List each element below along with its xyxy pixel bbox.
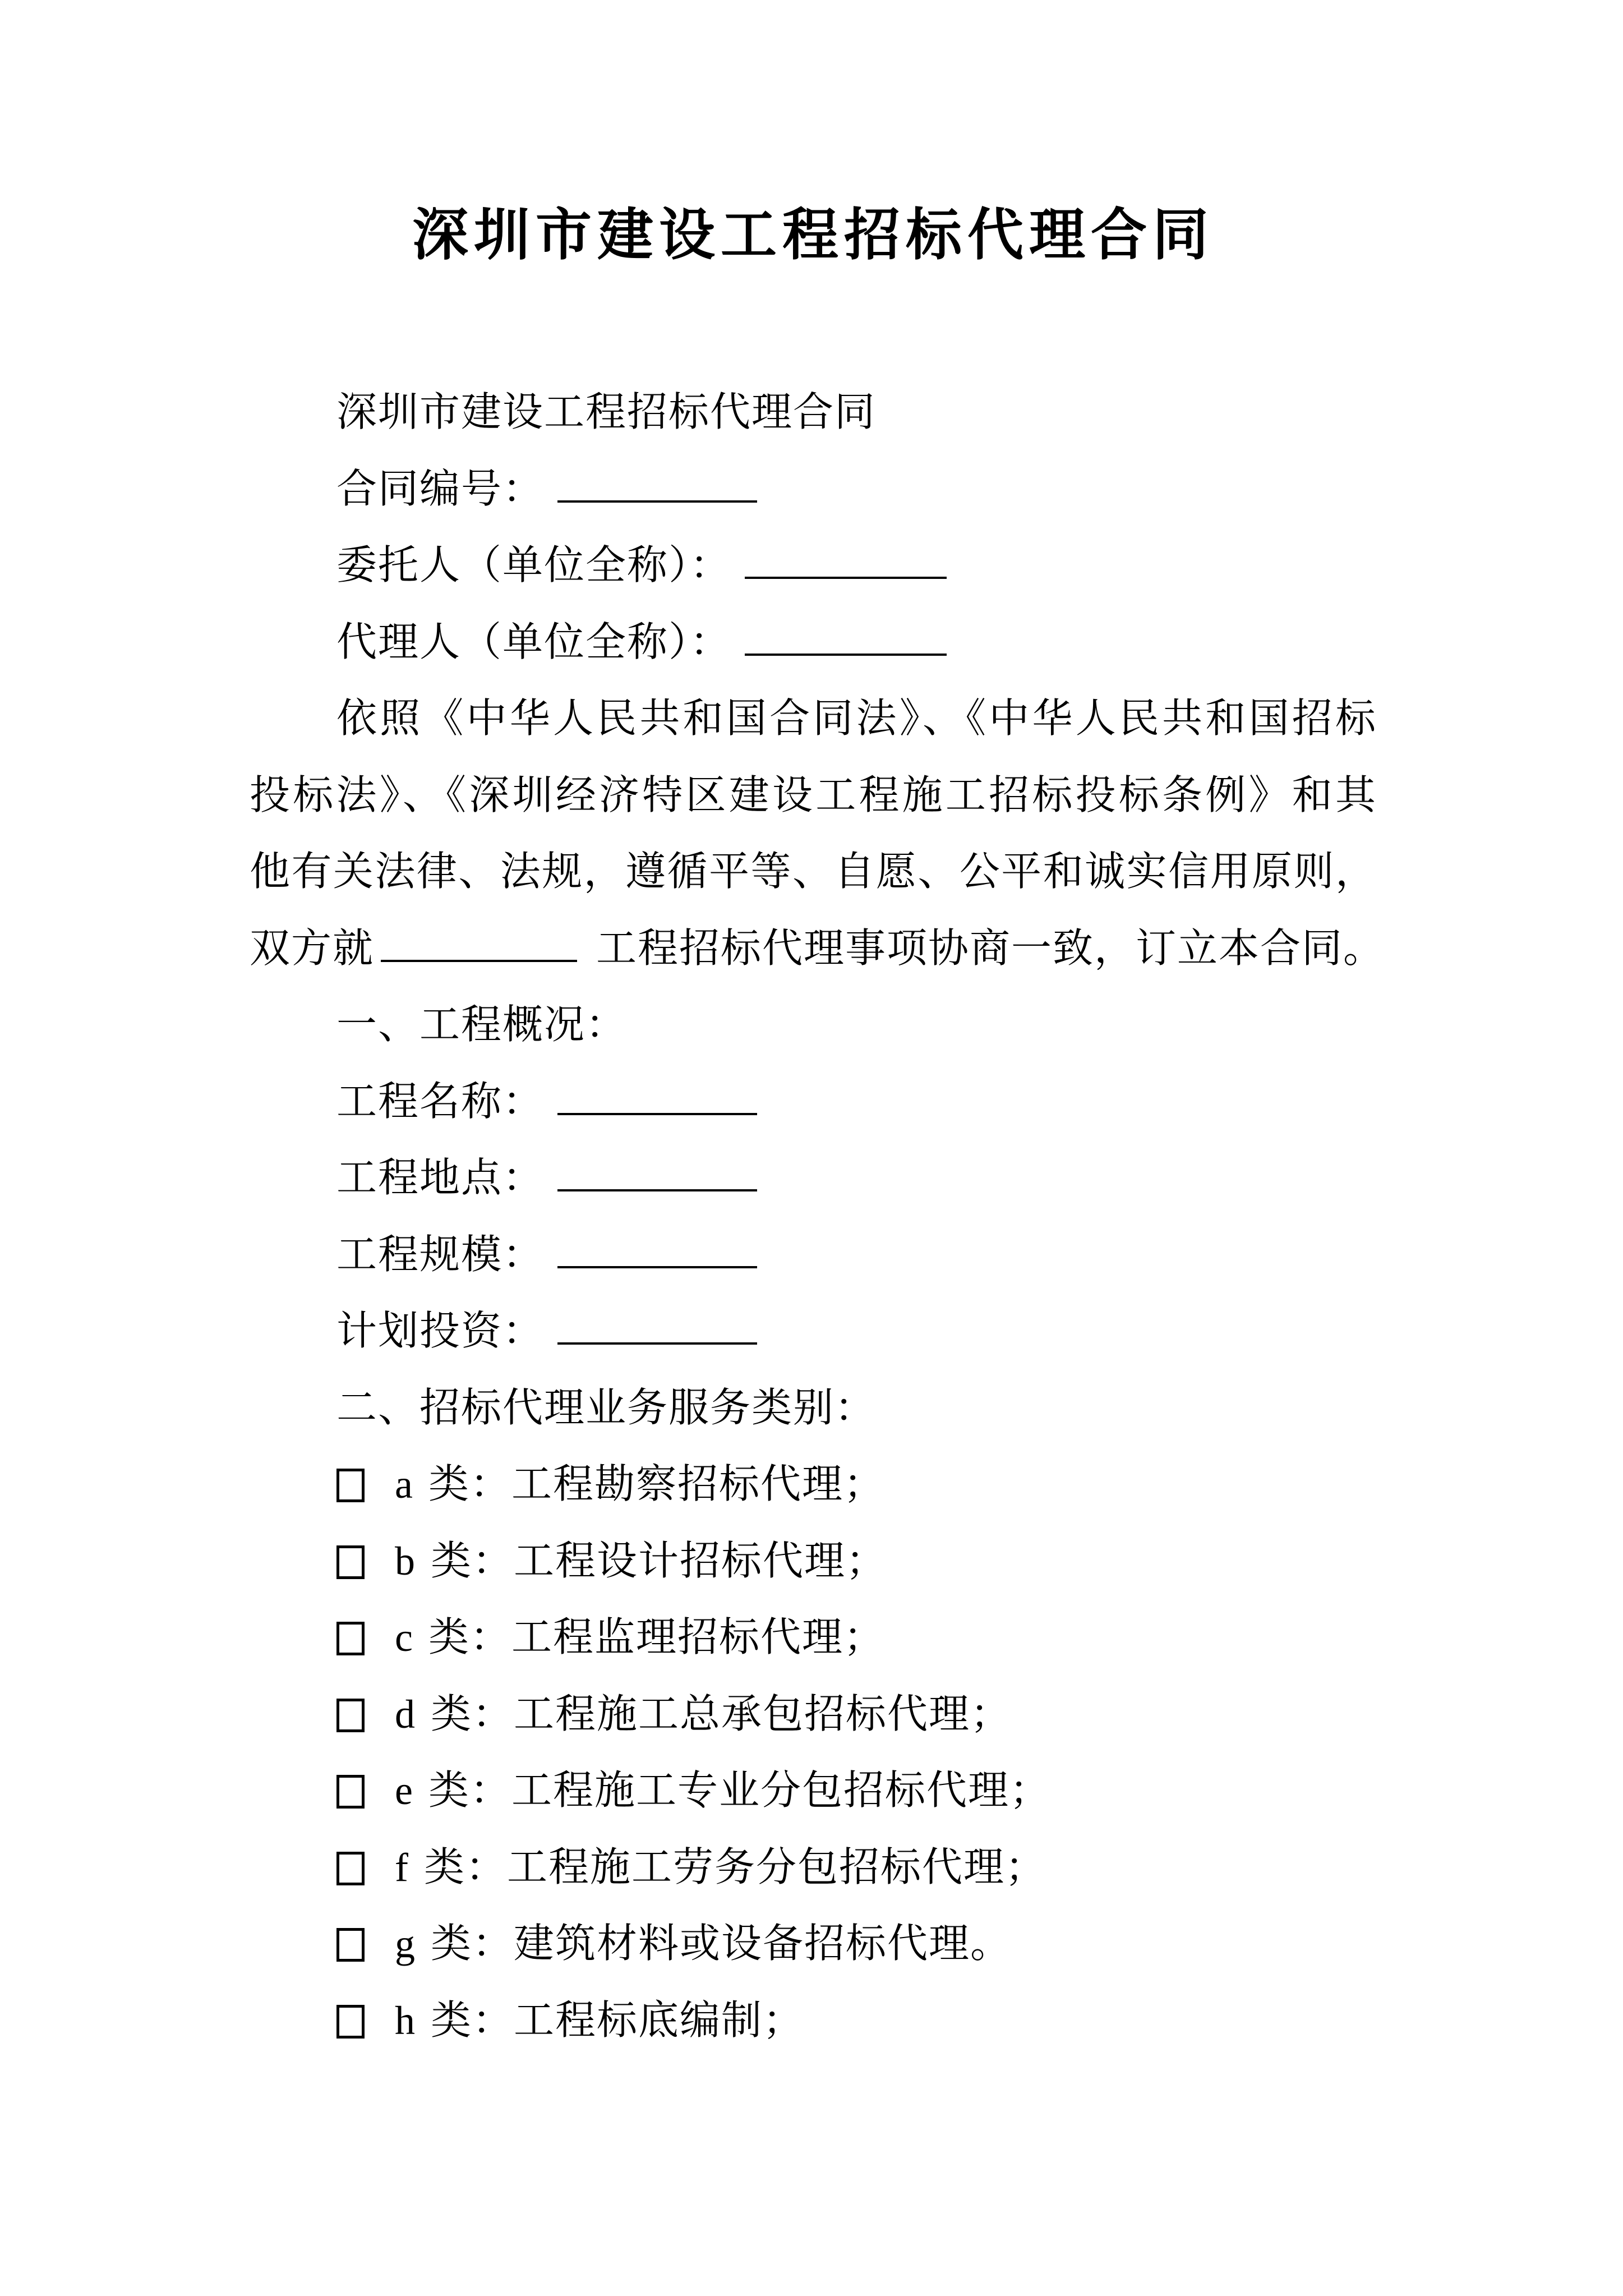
category-label: 类：工程勘察招标代理；: [428, 1462, 885, 1507]
category-label: 类：工程施工劳务分包招标代理；: [423, 1844, 1046, 1890]
field-label: 工程规模：: [336, 1232, 545, 1277]
category-label: 类：工程设计招标代理；: [431, 1538, 888, 1584]
doc-line-21-checkbox: [250, 1906, 1377, 1982]
checkbox-icon: [336, 1699, 365, 1732]
doc-line-7-justify: 他有关法律、法规，遵循平等、自愿、公平和诚实信用原则，: [250, 849, 1377, 894]
category-label: 类：工程施工专业分包招标代理；: [428, 1768, 1051, 1813]
category-letter: e: [395, 1768, 414, 1813]
doc-line-4-field: [250, 604, 1377, 681]
document-body: [250, 374, 1385, 2059]
doc-line-15-checkbox: [250, 1446, 1377, 1523]
category-label: 类：工程施工总承包招标代理；: [431, 1691, 1012, 1737]
doc-line-5-justify: 依照《中华人民共和国合同法》、《中华人民共和国招标: [336, 696, 1377, 741]
doc-line-18-checkbox: [250, 1676, 1377, 1753]
fill-text-before: 双方就: [250, 926, 375, 971]
doc-line-2-field: [250, 451, 1377, 528]
category-letter: a: [395, 1462, 414, 1507]
doc-line-13-field: [250, 1293, 1377, 1370]
fill-in-blank-line: [557, 1236, 757, 1268]
doc-line-19-checkbox: [250, 1752, 1377, 1829]
field-label: 工程地点：: [336, 1156, 545, 1200]
category-letter: b: [395, 1538, 416, 1584]
fill-text-after: 工程招标代理事项协商一致，订立本合同。: [596, 926, 1385, 971]
category-label: 类：工程监理招标代理；: [428, 1615, 885, 1660]
category-label: 类：工程标底编制；: [431, 1998, 805, 2043]
doc-line-12-field: [250, 1217, 1377, 1294]
checkbox-icon: [336, 1852, 365, 1885]
field-label: 合同编号：: [336, 466, 545, 512]
category-letter: d: [395, 1691, 416, 1737]
checkbox-icon: [336, 1775, 365, 1809]
fill-in-blank-line: [557, 470, 757, 503]
checkbox-icon: [336, 1928, 365, 1962]
category-letter: c: [395, 1615, 414, 1660]
field-label: 计划投资：: [336, 1309, 545, 1354]
category-label: 类：建筑材料或设备招标代理。: [431, 1921, 1012, 1966]
category-letter: h: [395, 1998, 416, 2043]
doc-line-8-fill: [250, 910, 1385, 987]
fill-in-blank-line: [381, 930, 577, 962]
fill-in-blank-line: [557, 1083, 757, 1115]
checkbox-icon: [336, 2005, 365, 2039]
document-title: 深圳市建设工程招标代理合同: [412, 204, 1214, 266]
category-letter: f: [395, 1844, 409, 1890]
doc-line-9-text: 一、工程概况：: [336, 1002, 628, 1047]
doc-line-14-text: 二、招标代理业务服务类别：: [336, 1385, 877, 1430]
doc-line-1-text: 深圳市建设工程招标代理合同: [336, 390, 877, 435]
doc-line-16-checkbox: [250, 1523, 1377, 1600]
field-label: 委托人（单位全称）：: [336, 543, 732, 588]
checkbox-icon: [336, 1622, 365, 1655]
checkbox-icon: [336, 1469, 365, 1502]
doc-line-6-justify: 投标法》、《深圳经济特区建设工程施工招标投标条例》和其: [250, 772, 1377, 818]
doc-line-11-field: [250, 1140, 1377, 1217]
doc-line-10-field: [250, 1064, 1377, 1140]
fill-in-blank-line: [745, 546, 947, 579]
fill-in-blank-line: [745, 623, 947, 656]
fill-in-blank-line: [557, 1159, 757, 1191]
checkbox-icon: [336, 1545, 365, 1579]
doc-line-3-field: [250, 527, 1377, 604]
doc-line-22-checkbox: [250, 1982, 1377, 2059]
category-letter: g: [395, 1921, 416, 1966]
field-label: 代理人（单位全称）：: [336, 619, 732, 665]
field-label: 工程名称：: [336, 1079, 545, 1124]
doc-line-20-checkbox: [250, 1829, 1377, 1906]
fill-in-blank-line: [557, 1312, 757, 1345]
doc-line-17-checkbox: [250, 1599, 1377, 1676]
